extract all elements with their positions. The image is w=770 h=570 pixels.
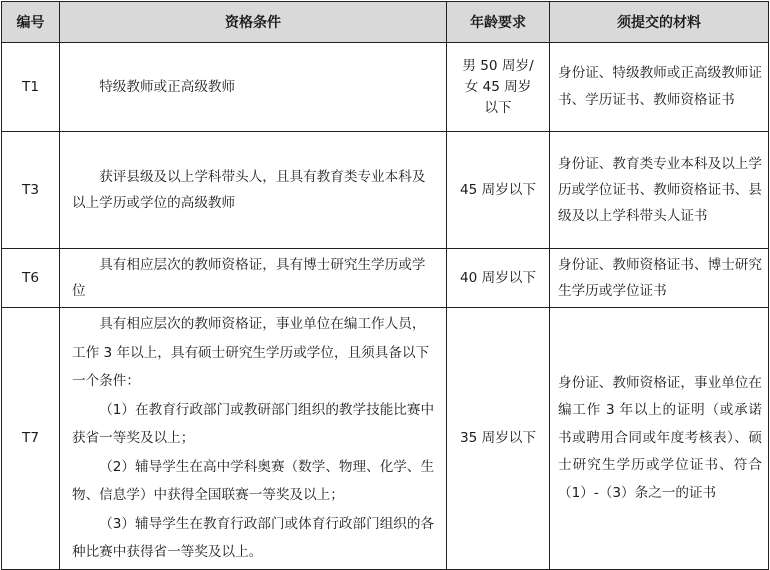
row-age [447,43,550,132]
row-age [447,249,550,308]
condition-item-3: （3）辅导学生在教育行政部门或体育行政部门组织的各种比赛中获得省一等奖及以上。 [72,515,435,560]
row-age [447,308,550,570]
row-id: T1 [2,43,60,132]
row-materials: 身份证、教师资格证，事业单位在编工作 3 年以上的证明（或承诺书或聘用合同或年度考核表）、硕士研究生学历或学位证书、符合（1）-（3）条之一的证书 [550,308,769,570]
row-id: T7 [2,308,60,570]
header-age: 年龄要求 [447,2,550,43]
row-condition [60,132,447,249]
age-line: 40 周岁以下 [460,269,536,286]
condition-text: 获评县级及以上学科带头人，且具有教育类专业本科及以上学历或学位的高级教师 [72,169,426,211]
qualification-table [1,1,769,570]
row-materials: 身份证、教育类专业本科及以上学历或学位证书、教师资格证书、县级及以上学科带头人证书 [550,132,769,249]
condition-text: 具有相应层次的教师资格证，事业单位在编工作人员，工作 3 年以上，具有硕士研究生学历或学位，且须具备以下一个条件： [72,316,430,389]
condition-item-1: （1）在教育行政部门或教研部门组织的教学技能比赛中获省一等奖及以上； [72,401,435,446]
row-materials: 身份证、教师资格证书、博士研究生学历或学位证书 [550,249,769,308]
table-row [2,43,769,132]
row-id: T3 [2,132,60,249]
condition-text: 具有相应层次的教师资格证，具有博士研究生学历或学位 [72,257,426,299]
row-id: T6 [2,249,60,308]
row-condition [60,308,447,570]
table-row [2,249,769,308]
header-id: 编号 [2,2,60,43]
age-line: 女 45 周岁 [464,78,532,95]
table-row [2,308,769,570]
row-condition [60,43,447,132]
condition-text: 特级教师或正高级教师 [99,79,236,95]
table-header-row [2,2,769,43]
age-line: 男 50 周岁/ [462,57,534,74]
age-line: 45 周岁以下 [460,181,536,198]
table-row [2,132,769,249]
header-materials: 须提交的材料 [550,2,769,43]
condition-item-2: （2）辅导学生在高中学科奥赛（数学、物理、化学、生物、信息学）中获得全国联赛一等奖及以上； [72,458,435,503]
age-line: 35 周岁以下 [460,429,536,446]
row-materials: 身份证、特级教师或正高级教师证书、学历证书、教师资格证书 [550,43,769,132]
row-age [447,132,550,249]
header-condition: 资格条件 [60,2,447,43]
age-line: 以下 [484,99,512,116]
row-condition [60,249,447,308]
